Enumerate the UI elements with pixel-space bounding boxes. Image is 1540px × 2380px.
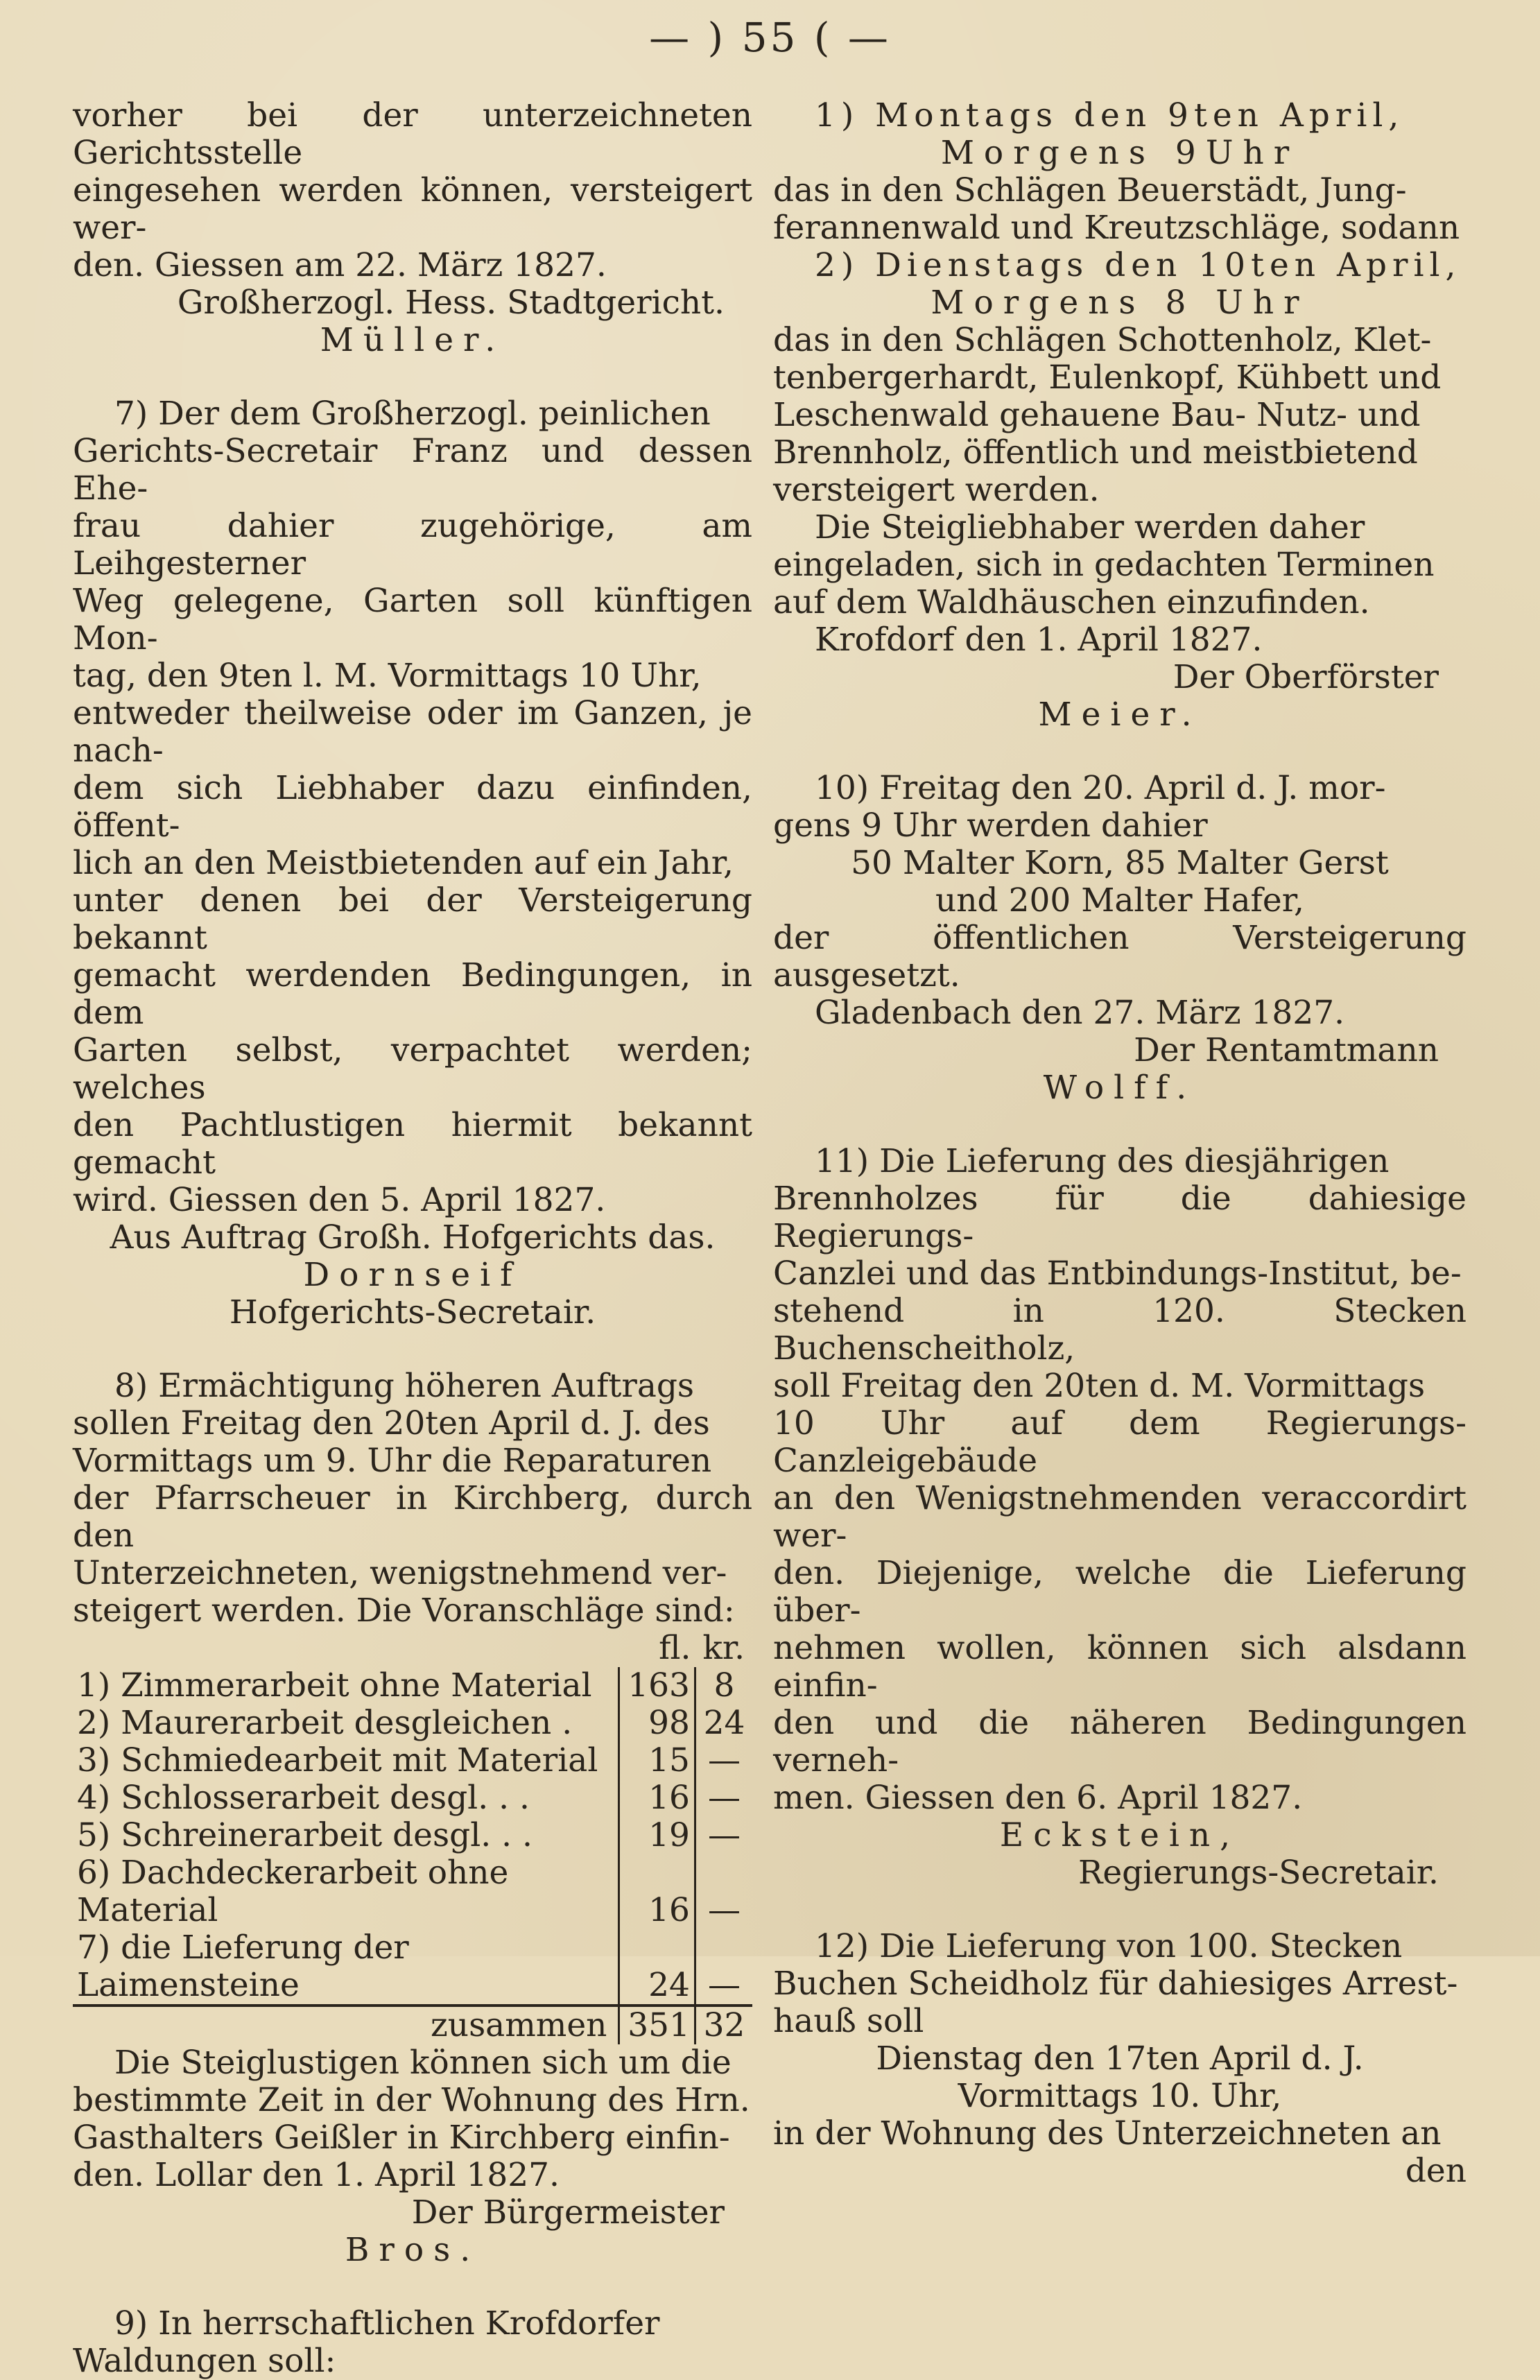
text-line: 9) In herrschaftlichen Krofdorfer <box>114 2304 660 2343</box>
table-cell-label: 6) Dachdeckerarbeit ohne Material <box>77 1854 509 1929</box>
text-line: an den Wenigstnehmenden veraccordirt wer- <box>773 1479 1467 1555</box>
text-line: Vormittags um 9. Uhr die Reparaturen <box>73 1442 712 1480</box>
table-total-row <box>73 2006 752 2044</box>
spacer <box>773 1107 1467 1143</box>
table-total-label: zusammen <box>431 2006 607 2044</box>
signature-name: Bros. <box>345 2231 481 2269</box>
text-line: Brennholzes für die dahiesige Regierungs- <box>773 1180 1467 1255</box>
table-cell-kr: — <box>707 1816 741 1854</box>
text-line: Gerichts-Secretair Franz und dessen Ehe- <box>73 432 752 508</box>
text-line: ferannenwald und Kreutzschläge, sodann <box>773 209 1460 247</box>
catchword: den <box>1405 2152 1467 2190</box>
text-line: Gladenbach den 27. März 1827. <box>815 994 1345 1032</box>
column-header-fl: fl. <box>659 1629 691 1667</box>
text-line: entweder theilweise oder im Ganzen, je nach- <box>73 694 752 770</box>
text-line: den und die näheren Bedingungen verneh- <box>773 1704 1467 1779</box>
notice-8 <box>73 1368 752 2269</box>
text-line: soll Freitag den 20ten d. M. Vormittags <box>773 1367 1426 1405</box>
text-line: auf dem Waldhäuschen einzufinden. <box>773 583 1370 621</box>
notice-12 <box>773 1928 1467 2190</box>
table-row <box>73 1742 752 1779</box>
table-cell-label: 4) Schlosserarbeit desgl. . . <box>77 1779 530 1817</box>
text-line: Krofdorf den 1. April 1827. <box>815 621 1263 659</box>
signature-name: Müller. <box>320 321 505 359</box>
table-row <box>73 1929 752 2006</box>
text-line: 10 Uhr auf dem Regierungs-Canzleigebäude <box>773 1404 1467 1480</box>
text-line: versteigert werden. <box>773 471 1100 509</box>
text-line: Waldungen soll: <box>73 2342 336 2380</box>
text-line: unter denen bei der Versteigerung bekannt <box>73 881 752 957</box>
notice-11 <box>773 1143 1467 1892</box>
text-line: 50 Malter Korn, 85 Malter Gerst <box>851 844 1389 882</box>
spacer <box>73 1331 752 1368</box>
right-column <box>773 97 1467 2190</box>
text-line: steigert werden. Die Voranschläge sind: <box>73 1592 735 1630</box>
text-line: Weg gelegene, Garten soll künftigen Mon- <box>73 582 752 657</box>
text-line: dem sich Liebhaber dazu einfinden, öffent- <box>73 769 752 845</box>
text-line: 12) Die Lieferung von 100. Stecken <box>815 1927 1403 1965</box>
table-row <box>73 1779 752 1817</box>
text-line: der Pfarrscheuer in Kirchberg, durch den <box>73 1479 752 1555</box>
text-line: Unterzeichneten, wenigstnehmend ver- <box>73 1554 727 1592</box>
notice-9-continued <box>773 97 1467 734</box>
text-line: 2) Dienstags den 10ten April, <box>815 246 1462 284</box>
text-line: tenbergerhardt, Eulenkopf, Kühbett und <box>773 359 1442 397</box>
notice-10 <box>773 770 1467 1107</box>
text-line: Buchen Scheidholz für dahiesiges Arrest- <box>773 1965 1458 2003</box>
signature-title: Der Rentamtmann <box>1134 1031 1439 1069</box>
text-line: Brennholz, öffentlich und meistbietend <box>773 433 1418 472</box>
signature-name: Dornseif <box>303 1256 522 1294</box>
text-line: in der Wohnung des Unterzeichneten an <box>773 2114 1442 2153</box>
table-cell-kr: 24 <box>703 1704 745 1742</box>
text-line: den. Lollar den 1. April 1827. <box>73 2156 560 2194</box>
text-line: den. Diejenige, welche die Lieferung über- <box>773 1554 1467 1630</box>
notice-9-start <box>73 2305 752 2380</box>
text-line: eingeladen, sich in gedachten Terminen <box>773 546 1435 584</box>
text-line: hauß soll <box>773 2002 924 2040</box>
text-line: der öffentlichen Versteigerung ausgesetzt. <box>773 919 1467 994</box>
table-header-row <box>73 1630 752 1667</box>
text-line: Die Steiglustigen können sich um die <box>114 2044 732 2082</box>
signature-name: Eckstein, <box>999 1816 1240 1854</box>
signature-office: Großherzogl. Hess. Stadtgericht. <box>177 284 725 322</box>
table-cell <box>73 1630 619 1667</box>
table-cell-label: 1) Zimmerarbeit ohne Material <box>77 1666 592 1705</box>
text-line: Canzlei und das Entbindungs-Institut, be- <box>773 1254 1462 1293</box>
text-line: Morgens 9Uhr <box>940 134 1299 172</box>
text-line: 11) Die Lieferung des diesjährigen <box>815 1142 1390 1180</box>
text-line: frau dahier zugehörige, am Leihgesterner <box>73 507 752 583</box>
table-row <box>73 1667 752 1705</box>
text-line: lich an den Meistbietenden auf ein Jahr, <box>73 844 734 882</box>
table-cell-fl: 163 <box>619 1667 695 1705</box>
text-line: 7) Der dem Großherzogl. peinlichen <box>114 395 711 433</box>
text-line: Gasthalters Geißler in Kirchberg einfin- <box>73 2119 730 2157</box>
table-row <box>73 1705 752 1742</box>
table-total-kr: 32 <box>703 2006 745 2044</box>
table-row <box>73 1817 752 1854</box>
text-line: den. Giessen am 22. März 1827. <box>73 246 607 284</box>
table-cell-label: 5) Schreinerarbeit desgl. . . <box>77 1816 533 1854</box>
text-line: Garten selbst, verpachtet werden; welches <box>73 1031 752 1107</box>
text-line: Dienstag den 17ten April d. J. <box>876 2040 1364 2078</box>
text-line: und 200 Malter Hafer, <box>935 881 1304 920</box>
text-line: men. Giessen den 6. April 1827. <box>773 1779 1303 1817</box>
signature-name: Wolff. <box>1043 1069 1197 1107</box>
signature-name: Meier. <box>1038 696 1202 734</box>
table-cell-kr: — <box>707 1891 741 1929</box>
text-line: bestimmte Zeit in der Wohnung des Hrn. <box>73 2081 750 2119</box>
text-line: 1) Montags den 9ten April, <box>815 96 1405 135</box>
text-line: gemacht werdenden Bedingungen, in dem <box>73 956 752 1032</box>
signature-line: Aus Auftrag Großh. Hofgerichts das. <box>110 1218 716 1257</box>
spacer <box>73 2269 752 2305</box>
table-cell-kr: 8 <box>713 1666 735 1705</box>
table-cell-kr: — <box>707 1741 741 1779</box>
table-row <box>73 1854 752 1929</box>
cost-estimate-table <box>73 1630 752 2044</box>
table-cell-fl: 98 <box>619 1705 695 1742</box>
left-column <box>73 97 752 2380</box>
table-cell-fl: 16 <box>619 1854 695 1929</box>
text-line: 10) Freitag den 20. April d. J. mor- <box>815 769 1386 807</box>
signature-title: Der Oberförster <box>1173 658 1439 696</box>
table-cell-fl: 15 <box>619 1742 695 1779</box>
text-line: tag, den 9ten l. M. Vormittags 10 Uhr, <box>73 657 702 695</box>
table-cell-kr: — <box>707 1779 741 1817</box>
text-line: das in den Schlägen Beuerstädt, Jung- <box>773 171 1407 209</box>
text-line: Morgens 8 Uhr <box>931 284 1309 322</box>
signature-title: Der Bürgermeister <box>411 2193 725 2232</box>
table-cell-fl: 24 <box>619 1929 695 2006</box>
text-line: eingesehen werden können, versteigert wer- <box>73 171 752 247</box>
text-line: vorher bei der unterzeichneten Gerichtsstelle <box>73 96 752 172</box>
text-line: gens 9 Uhr werden dahier <box>773 807 1208 845</box>
table-cell-fl: 16 <box>619 1779 695 1817</box>
spacer <box>73 359 752 395</box>
table-cell-label: 7) die Lieferung der Laimensteine <box>73 1929 619 2006</box>
notice-7 <box>73 395 752 1331</box>
table-cell-label: 2) Maurerarbeit desgleichen . <box>77 1704 573 1742</box>
text-line: nehmen wollen, können sich alsdann einfin- <box>773 1629 1467 1705</box>
spacer <box>773 734 1467 770</box>
text-line: Leschenwald gehauene Bau- Nutz- und <box>773 396 1421 434</box>
table-total-fl: 351 <box>619 2006 695 2044</box>
signature-title: Hofgerichts-Secretair. <box>229 1293 596 1331</box>
table-cell-fl: 19 <box>619 1817 695 1854</box>
text-line: wird. Giessen den 5. April 1827. <box>73 1181 606 1219</box>
text-line: Die Steigliebhaber werden daher <box>815 508 1365 546</box>
column-header-kr: kr. <box>702 1629 745 1667</box>
text-line: stehend in 120. Stecken Buchenscheitholz, <box>773 1292 1467 1368</box>
signature-title: Regierungs-Secretair. <box>1078 1854 1439 1892</box>
text-line: das in den Schlägen Schottenholz, Klet- <box>773 321 1432 359</box>
text-line: sollen Freitag den 20ten April d. J. des <box>73 1404 710 1442</box>
table-cell-kr: — <box>695 1929 752 2006</box>
table-cell-label: 3) Schmiedearbeit mit Material <box>77 1741 598 1779</box>
text-line: den Pachtlustigen hiermit bekannt gemacht <box>73 1106 752 1182</box>
page-number: — ) 55 ( — <box>649 14 891 61</box>
text-line: 8) Ermächtigung höheren Auftrags <box>114 1367 695 1405</box>
spacer <box>773 1892 1467 1928</box>
text-line: Vormittags 10. Uhr, <box>958 2077 1282 2115</box>
